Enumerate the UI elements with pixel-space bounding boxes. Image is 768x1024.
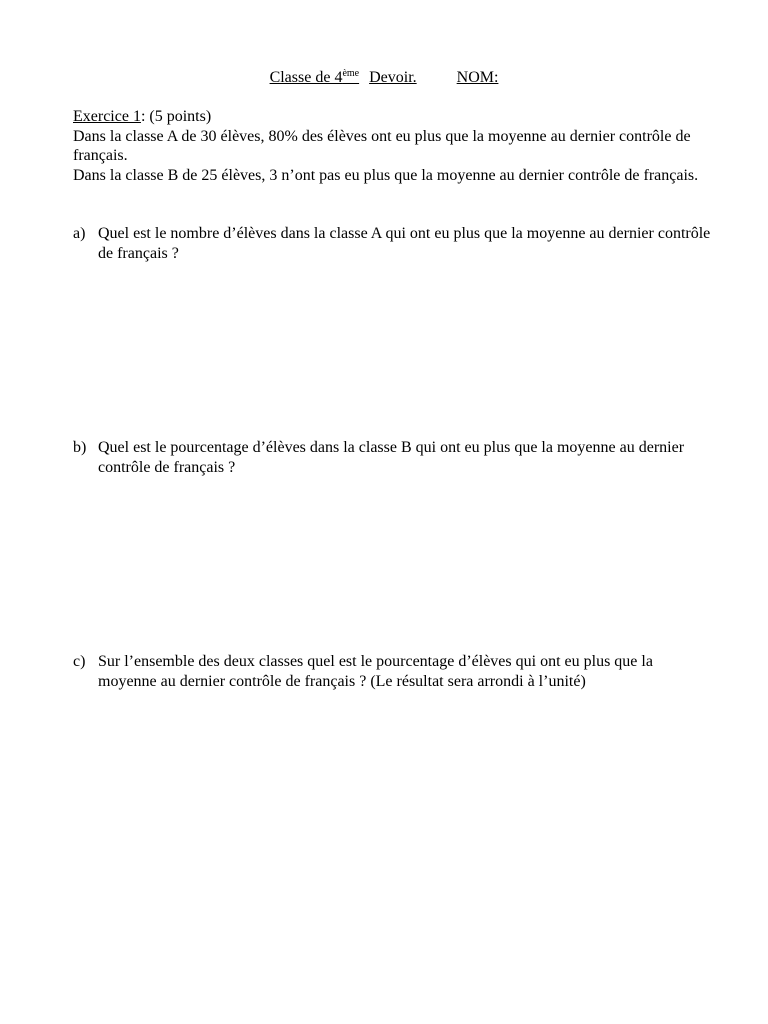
answer-space-c[interactable]: [98, 718, 698, 978]
exercise-block: [73, 107, 713, 185]
class-label: Classe de 4: [269, 69, 343, 86]
question-c: [73, 652, 713, 691]
answer-space-a[interactable]: [98, 270, 698, 420]
question-letter: c): [73, 653, 86, 670]
answer-space-b[interactable]: [98, 484, 698, 634]
exercise-statement-class-a: Dans la classe A de 30 élèves, 80% des élèves ont eu plus que la moyenne au dernier contrôle de français.: [73, 127, 691, 165]
class-superscript: ème: [342, 68, 360, 79]
question-b: [73, 438, 713, 477]
page-header: [0, 67, 768, 89]
question-text: Quel est le pourcentage d’élèves dans la classe B qui ont eu plus que la moyenne au dernier contrôle de français ?: [98, 439, 685, 476]
question-text: Sur l’ensemble des deux classes quel est le pourcentage d’élèves qui ont eu plus que la moyenne au dernier contrôle de français ? (Le résultat sera arrondi à l’unité): [98, 653, 653, 690]
exercise-label: Exercice 1: [73, 108, 141, 125]
question-a: [73, 224, 713, 263]
question-letter: a): [73, 225, 86, 242]
exercise-points: : (5 points): [140, 108, 212, 125]
devoir-label: Devoir.: [369, 69, 417, 86]
nom-label: NOM:: [456, 69, 499, 86]
question-text: Quel est le nombre d’élèves dans la classe A qui ont eu plus que la moyenne au dernier contrôle de français ?: [98, 225, 711, 262]
exercise-statement-class-b: Dans la classe B de 25 élèves, 3 n’ont pas eu plus que la moyenne au dernier contrôle de français.: [73, 166, 699, 184]
question-letter: b): [73, 439, 87, 456]
exercise-title: [73, 107, 713, 127]
